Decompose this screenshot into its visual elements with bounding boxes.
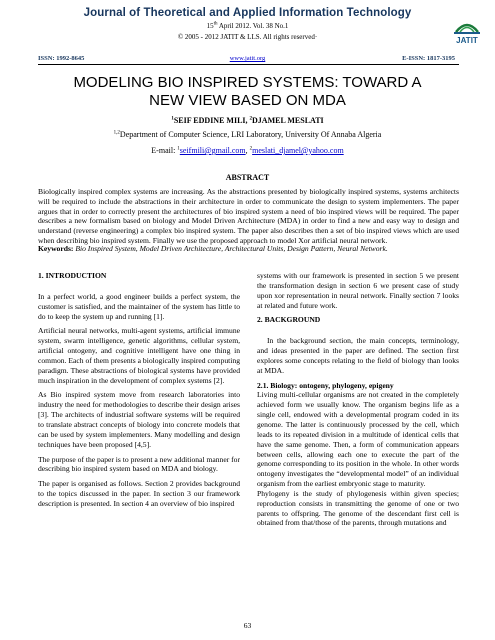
author2-marker: 2 [249,116,253,122]
intro-paragraph: Artificial neural networks, multi-agent systems, artificial immune system, swarm intelligence, genetic algorithms, cellular system, artificial ontogeny, and cognitive intelligent have one thing in common. Each of them presents a biologically inspired computing paradigm. These abstractions of biological systems have provided much inspiration in the development of complex systems [2]. [38,326,240,385]
paper-title: MODELING BIO INSPIRED SYSTEMS: TOWARD A NEW VIEW BASED ON MDA [73,74,422,109]
author1-marker: 1 [171,116,174,122]
author-line: $^1$SEIF EDDINE MILI, $^2$DJAMEL MESLATI [171,116,324,125]
intro-paragraph: The purpose of the paper is to present a new additional manner for describing bio inspired system based on MDA and biology. [38,454,241,474]
biology-paragraph: Living multi-cellular organisms are not created in the completely achieved form we usually know. The organism begins life as a single cell, endowed with a developmental program coded in its genome. The latter is continuously processed by the cell, which leads to its repeated division in a multitude of identical cells that have the same genome. Then, a form of communication appears between cells, allowing each one to execute the part of the genome corresponding to its position in the whole. In other words ontogeny investigates the “developmental model” of an individual organism from the earliest embryonic stage to maturity. [257,390,459,489]
right-column [257,271,459,533]
subsection-heading: 2.1. Biology: ontogeny, phylogeny, epigeny [257,380,394,390]
jatit-logo-icon [448,16,486,46]
page-number: 63 [243,621,252,630]
issue-day-suffix: th [213,21,218,27]
email-label: E-mail: [151,146,178,155]
abstract-heading: ABSTRACT [225,173,270,182]
left-column [38,271,240,514]
keywords-list: Bio Inspired System, Model Driven Architecture, Architectural Units, Design Pattern, Neural Network. [75,244,388,253]
background-paragraph: In the background section, the main concepts, terminology, and ideas presented in the paper are defined. The section first explores some concepts relating to the field of biology than looks at MDA. [257,336,459,375]
phylogeny-paragraph: Phylogeny is the study of phylogenesis within given species; reproduction consists in transmitting the genome of one or two parents to offspring. The genome of the descendant first cell is obtained from that/those of the parents, through mutations and [257,488,459,528]
affiliation-text: Department of Computer Science, LRI Laboratory, University Of Annaba Algeria [119,130,382,139]
keywords [38,244,459,254]
email2-link[interactable]: meslati_djamel@yahoo.com [252,146,344,155]
issue-volume: April 2012. Vol. 38 No.1 [217,22,289,30]
email1-marker: 1 [177,146,180,152]
author1-name: SEIF EDDINE MILI [173,116,246,125]
issue-date [0,22,495,30]
keywords-label: Keywords: [38,244,74,253]
header-divider [38,64,459,65]
issn-electronic: E-ISSN: 1817-3195 [402,55,455,62]
intro-continuation: systems with our framework is presented in section 5 we present the transformation design in section 6 we present case of study upon xor representation in neural network. Finally section 7 looks at related and future work. [257,271,459,310]
author2-name: DJAMEL MESLATI [252,116,324,125]
intro-paragraph: As Bio inspired system move from research laboratories into industry the need for methodologies to describe their design arises [3]. The architects of industrial software systems will be required to translate abstract concepts of biology into concrete models that can be used by system implementers. Many modelling and design techniques have been proposed [4,5]. [38,390,240,449]
intro-paragraph: The paper is organised as follows. Section 2 provides background to the topics discussed in the paper. In section 3 our framework description is presented. In section 4 an overview of bio inspired [38,479,240,508]
abstract-text: Biologically inspired complex systems are increasing. As the abstractions presented by biologically inspired systems, systems architects will be required to include the abstractions in their architecture in order to communicate the design to system implementers. The paper argues that in order to correctly present the architectures of bio inspired system a need of bio inspired views will be required. The paper describes a new formalism based on biology and Model Driven Architecture (MDA) in order to find a new and easy way to design and understand (reverse engineering) a complex bio inspired system. The paper also describes then a set of bio inspired views which are used when describing bio inspired system. Finally we use the proposed approach to model Xor artificial neural network. [38,187,459,245]
copyright-line: © 2005 - 2012 JATIT & LLS. All rights reserved· [177,33,318,41]
introduction-heading: 1. INTRODUCTION [38,271,107,280]
email2-marker: 2 [249,146,253,152]
issue-day: 15 [206,22,214,30]
journal-website-link[interactable]: www.jatit.org [229,55,266,62]
issn-print: ISSN: 1992-8645 [38,55,85,62]
journal-title: Journal of Theoretical and Applied Information Technology [83,7,412,19]
affiliation-marker: 1,2 [113,130,120,136]
affiliation [0,130,495,139]
email1-link[interactable]: seifmili@gmail.com [179,146,246,155]
email-line [0,146,495,155]
logo-text: JATIT [456,36,478,45]
background-heading: 2. BACKGROUND [257,315,321,325]
intro-paragraph: In a perfect world, a good engineer builds a perfect system, the customer is satisfied, and the maintainer of the system has little to do to keep the system up and running [1]. [38,291,240,321]
email-separator: , [245,146,250,155]
